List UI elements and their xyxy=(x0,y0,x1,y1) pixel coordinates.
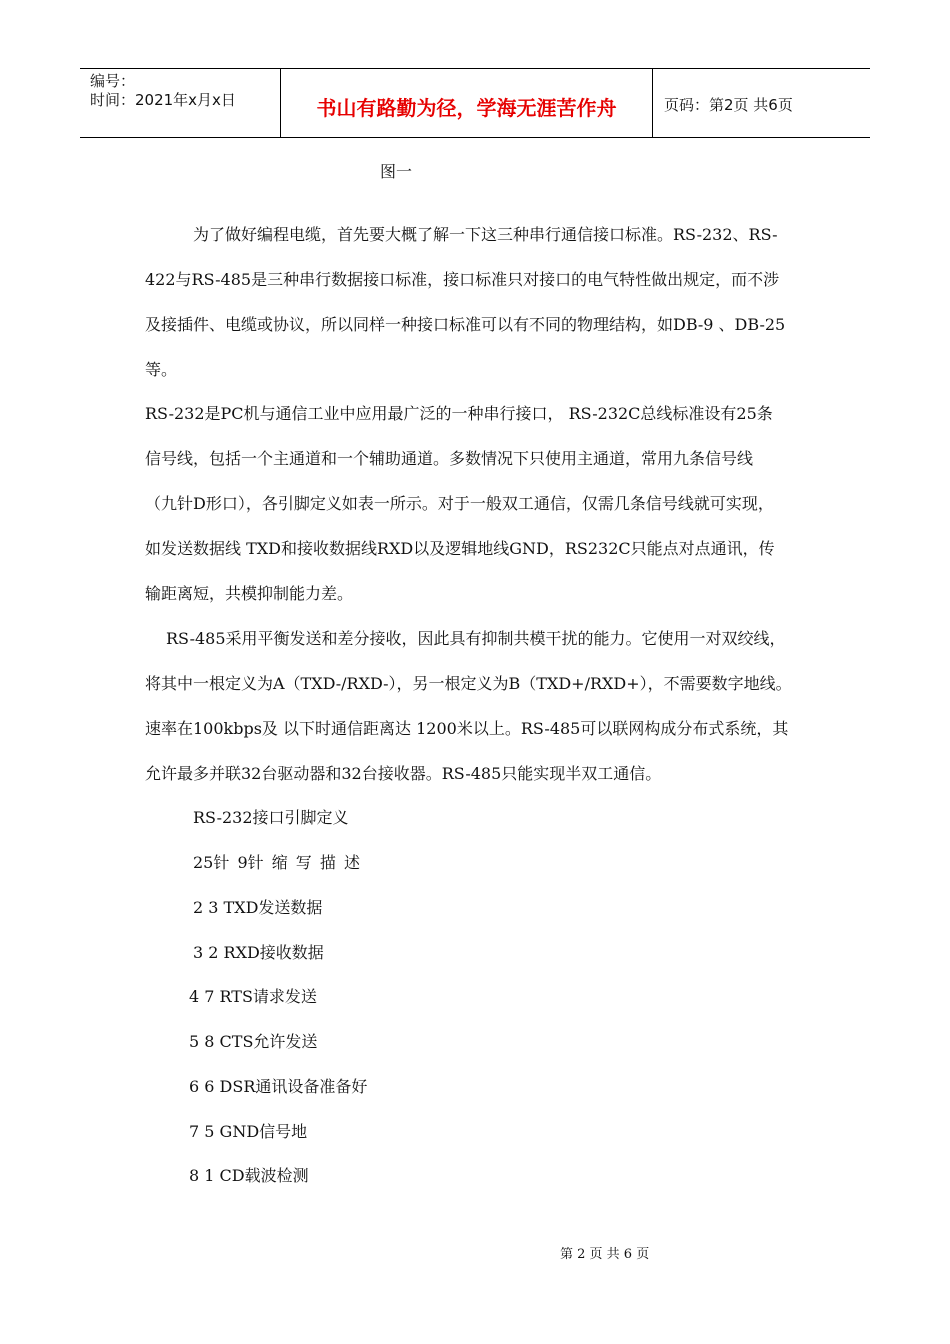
page-header xyxy=(80,68,870,138)
table-row: 8 1 CD载波检测 xyxy=(189,1166,309,1185)
paragraph-line: 将其中一根定义为A（TXD-/RXD-），另一根定义为B（TXD+/RXD+），不需要数字地线。 xyxy=(145,674,792,693)
paragraph-line: 等。 xyxy=(145,360,178,379)
document-date: 时间：2021年x月x日 xyxy=(90,91,236,109)
paragraph-line: （九针D形口），各引脚定义如表一所示。对于一般双工通信，仅需几条信号线就可实现， xyxy=(145,494,774,513)
table-row: 3 2 RXD接收数据 xyxy=(193,943,324,962)
paragraph-line: 422与RS-485是三种串行数据接口标准，接口标准只对接口的电气特性做出规定，而不涉 xyxy=(145,270,780,289)
table-title: RS-232接口引脚定义 xyxy=(193,808,349,827)
paragraph-line: 如发送数据线 TXD和接收数据线RXD以及逻辑地线GND，RS232C只能点对点通讯，传 xyxy=(145,539,775,558)
paragraph-line: 为了做好编程电缆，首先要大概了解一下这三种串行通信接口标准。RS-232、RS- xyxy=(193,225,778,244)
paragraph-line: RS-232是PC机与通信工业中应用最广泛的一种串行接口， RS-232C总线标准设有25条 xyxy=(145,404,773,423)
paragraph-line: RS-485采用平衡发送和差分接收，因此具有抑制共模干扰的能力。它使用一对双绞线， xyxy=(166,629,786,648)
table-row: 6 6 DSR通讯设备准备好 xyxy=(189,1077,368,1096)
document-number-label: 编号： xyxy=(90,72,136,90)
table-header: 25针 9针 缩 写 描 述 xyxy=(193,853,360,872)
paragraph-line: 允许最多并联32台驱动器和32台接收器。RS-485只能实现半双工通信。 xyxy=(145,764,662,783)
header-motto: 书山有路勤为径，学海无涯苦作舟 xyxy=(281,69,653,137)
figure-caption: 图一 xyxy=(380,162,413,181)
header-page-info: 页码：第2页 共6页 xyxy=(664,95,793,114)
paragraph-line: 信号线，包括一个主通道和一个辅助通道。多数情况下只使用主通道，常用九条信号线 xyxy=(145,449,754,468)
table-row: 7 5 GND信号地 xyxy=(189,1122,308,1141)
paragraph-line: 速率在100kbps及 以下时通信距离达 1200米以上。RS-485可以联网构成分布式系统，其 xyxy=(145,719,789,738)
header-meta xyxy=(80,69,281,137)
table-row: 2 3 TXD发送数据 xyxy=(193,898,323,917)
table-row: 5 8 CTS允许发送 xyxy=(189,1032,318,1051)
paragraph-line: 及接插件、电缆或协议，所以同样一种接口标准可以有不同的物理结构，如DB-9 、DB-25 xyxy=(145,315,786,334)
paragraph-line: 输距离短，共模抑制能力差。 xyxy=(145,584,354,603)
table-row: 4 7 RTS请求发送 xyxy=(189,987,317,1006)
page-footer: 第 2 页 共 6 页 xyxy=(560,1247,650,1262)
